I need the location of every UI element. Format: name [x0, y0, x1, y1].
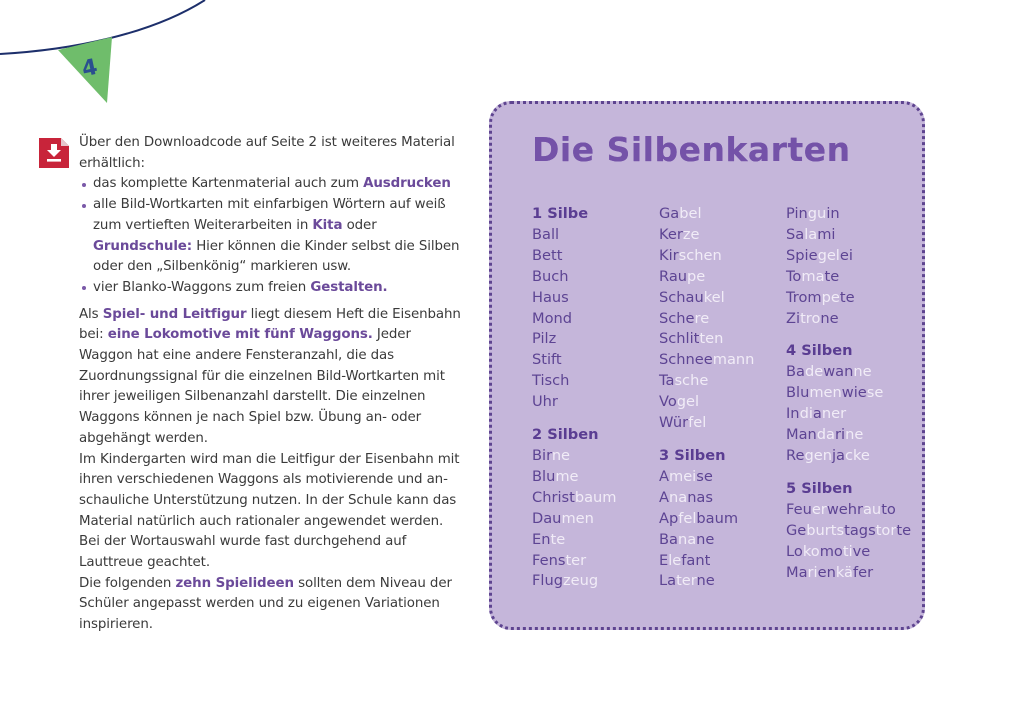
syllable-word	[659, 204, 754, 225]
syllable-word	[659, 309, 754, 330]
syllable: tro	[800, 309, 821, 327]
syllable: na	[677, 530, 697, 548]
text: Die folgenden	[79, 575, 176, 591]
silbenkarten-card	[489, 101, 925, 630]
syllable: mo	[819, 542, 843, 560]
syllable: Ga	[659, 205, 680, 222]
bullet-text: Hier können die Kinder selbst die Silben oder den „Silbenkönig“ markieren usw.	[93, 238, 460, 275]
syllable: Ba	[786, 363, 805, 381]
bullet-highlight: Ausdrucken	[363, 176, 451, 192]
syllable-word	[786, 563, 911, 584]
syllable: na	[668, 488, 688, 506]
syllable: ner	[821, 405, 847, 423]
syllable: de	[804, 363, 824, 381]
syllable-word	[532, 246, 617, 267]
syllable: kä	[835, 563, 853, 581]
syllable: le	[668, 551, 682, 569]
bullet-item	[93, 174, 464, 195]
syllable: mei	[668, 467, 697, 485]
syllable-word	[786, 309, 911, 330]
syllable: Blu	[786, 384, 810, 402]
syllable: A	[659, 488, 669, 506]
syllable-word	[659, 509, 754, 530]
syllable: pe	[821, 288, 840, 306]
syllable: mann	[712, 351, 755, 369]
syllable: ve	[852, 542, 871, 560]
syllable-word	[786, 362, 911, 383]
syllable: ze	[682, 225, 700, 243]
syllable-word	[532, 571, 617, 592]
syllable-word	[532, 446, 617, 467]
syllable: ne	[853, 363, 872, 381]
syllable: re	[694, 309, 710, 327]
syllable: Buch	[532, 267, 569, 285]
syllable: Sche	[659, 309, 695, 327]
syllable: Flug	[532, 572, 563, 590]
syllable-word	[786, 446, 911, 467]
syllable: bel	[679, 205, 702, 222]
syllable: Stift	[532, 351, 562, 369]
syllable: A	[659, 467, 669, 485]
syllable: Ge	[786, 521, 807, 539]
syllable: Man	[786, 426, 817, 444]
syllable-word	[532, 329, 617, 350]
syllable: la	[804, 225, 818, 243]
syllable: Ball	[532, 225, 560, 243]
syllable: er	[811, 500, 827, 518]
syllable-word	[532, 392, 617, 413]
syllable: Feu	[786, 500, 812, 518]
syllable: ei	[839, 246, 853, 264]
bullet-text: oder	[342, 217, 377, 233]
syllable: se	[866, 384, 884, 402]
syllable-word	[532, 371, 617, 392]
syllable: Christ	[532, 488, 575, 506]
syllable: ri	[807, 563, 818, 581]
text: Jeder Waggon hat eine andere Fensteranzahl, die das Zuordnungssignal für die einzelnen Bild-Wortkarten mit ihrer jeweiligen Silbenanzahl darstellt. Die einzelnen Waggons können je nach Spiel bzw. Übung an- oder abgehängt werden.	[79, 327, 445, 446]
syllable-word	[532, 467, 617, 488]
syllable: wehr	[826, 500, 863, 518]
syllable-word	[532, 309, 617, 330]
syllable: te	[550, 530, 566, 548]
syllable: En	[532, 530, 551, 548]
syllable: me	[555, 467, 579, 485]
syllable-word	[786, 383, 911, 404]
bullet-item	[93, 195, 464, 278]
syllable: gu	[807, 205, 827, 222]
syllable: ko	[802, 542, 820, 560]
bullet-item	[93, 278, 464, 299]
syllable: sche	[674, 372, 709, 390]
card-title: Die Silbenkarten	[532, 130, 851, 169]
highlight: eine Lokomotive mit fünf Waggons.	[107, 327, 373, 343]
syllable: tags	[844, 521, 876, 539]
group-spacer	[786, 467, 911, 479]
syllable: Rau	[659, 267, 688, 285]
syllable: Dau	[532, 509, 562, 527]
syllable-word	[532, 225, 617, 246]
syllable: Ta	[659, 372, 675, 390]
syllable: cke	[844, 446, 870, 464]
syllable-word	[786, 288, 911, 309]
syllable-word	[532, 267, 617, 288]
syllable-word	[786, 267, 911, 288]
syllable-group-heading: 4 Silben	[786, 342, 853, 360]
bullet-highlight: Kita	[312, 217, 343, 233]
intro-text-column	[79, 133, 464, 636]
syllable: fant	[681, 551, 711, 569]
syllable: Kir	[659, 246, 679, 264]
syllable: ter	[676, 572, 697, 590]
syllable: Sa	[786, 225, 805, 243]
syllable: ma	[801, 267, 825, 285]
syllable-word	[532, 350, 617, 371]
syllable: ti	[842, 542, 853, 560]
syllable: Bett	[532, 246, 563, 264]
syllable: ten	[699, 330, 724, 348]
syllable: Schau	[659, 288, 704, 306]
download-bullet-list	[79, 174, 464, 298]
syllable: Haus	[532, 288, 569, 306]
syllable: men	[809, 384, 842, 402]
syllable: kel	[703, 288, 725, 306]
syllable-word	[659, 288, 754, 309]
syllable: di	[799, 405, 813, 423]
syllable-word	[786, 204, 911, 225]
syllable-word	[786, 246, 911, 267]
syllable: ne	[696, 530, 715, 548]
syllable: Trom	[786, 288, 822, 306]
syllable: te	[839, 288, 855, 306]
syllable: mi	[817, 225, 836, 243]
bunting-garland	[0, 0, 260, 120]
syllable: au	[862, 500, 882, 518]
syllable: ne	[696, 572, 715, 590]
syllable-group-heading: 3 Silben	[659, 446, 726, 464]
syllable-group-heading: 5 Silben	[786, 479, 853, 497]
syllable-word	[659, 225, 754, 246]
syllable: en	[817, 563, 836, 581]
syllable: La	[659, 572, 677, 590]
syllable: Spie	[786, 246, 818, 264]
syllable: Tisch	[532, 372, 570, 390]
syllable: In	[786, 405, 800, 423]
paragraph-spielideen	[79, 574, 464, 636]
syllable: baum	[574, 488, 617, 506]
syllable: Ap	[659, 509, 679, 527]
syllable: pe	[687, 267, 706, 285]
syllable-word	[659, 467, 754, 488]
syllable: se	[696, 467, 713, 485]
syllable: To	[786, 267, 802, 285]
syllable: gen	[804, 446, 832, 464]
syllable-word	[659, 530, 754, 551]
syllable-word	[659, 392, 754, 413]
bullet-text: vier Blanko-Waggons zum freien	[93, 279, 311, 295]
syllable: to	[881, 500, 896, 518]
page-number: 4	[79, 54, 100, 83]
syllable: Re	[786, 446, 805, 464]
syllable: burts	[806, 521, 845, 539]
syllable: Fens	[532, 551, 566, 569]
syllable-group-heading: 1 Silbe	[532, 205, 589, 222]
syllable: Uhr	[532, 393, 558, 411]
syllable: wan	[823, 363, 854, 381]
syllable: Wür	[659, 414, 689, 432]
syllable: schen	[678, 246, 722, 264]
syllable: fel	[678, 509, 697, 527]
syllable: ri	[835, 426, 846, 444]
syllable: ne	[820, 309, 839, 327]
word-column-1	[532, 204, 617, 592]
syllable: ne	[845, 426, 864, 444]
syllable: E	[659, 551, 669, 569]
syllable: Pilz	[532, 330, 557, 348]
syllable: Zi	[786, 309, 801, 327]
syllable-word	[659, 551, 754, 572]
syllable: Blu	[532, 467, 556, 485]
bullet-text: das komplette Kartenmaterial auch zum	[93, 176, 364, 192]
group-spacer	[659, 434, 754, 446]
syllable: fer	[852, 563, 874, 581]
syllable: da	[816, 426, 836, 444]
word-column-2	[659, 204, 754, 592]
bullet-highlight: Grundschule:	[93, 238, 193, 254]
syllable: Bir	[532, 446, 552, 464]
syllable: in	[826, 205, 840, 222]
group-spacer	[786, 329, 911, 341]
syllable-word	[659, 350, 754, 371]
syllable-group-heading: 2 Silben	[532, 426, 599, 444]
syllable: zeug	[562, 572, 599, 590]
text: sollten dem Niveau der Schüler angepasst werden und zu eigenen Variationen inspirieren.	[79, 575, 452, 633]
bullet-highlight: Gestalten.	[310, 279, 388, 295]
syllable-word	[532, 551, 617, 572]
download-file-icon	[37, 136, 71, 170]
syllable-word	[659, 371, 754, 392]
syllable: Vo	[659, 393, 677, 411]
syllable: tor	[875, 521, 897, 539]
bullet-text: alle Bild-Wortkarten mit einfarbigen Wörtern auf weiß zum vertieften Weiterarbeiten in	[93, 197, 446, 233]
syllable: Lo	[786, 542, 803, 560]
syllable-word	[786, 542, 911, 563]
paragraph-kindergarten: Im Kindergarten wird man die Leitfigur der Eisenbahn mit ihren verschiedenen Waggons als motivierende und an-schauliche Unterstützung nutzen. In der Schule kann das Material natürlich auch rationaler angewendet werden.	[79, 451, 460, 529]
syllable: men	[561, 509, 594, 527]
syllable: te	[896, 521, 912, 539]
syllable: gel	[817, 246, 840, 264]
word-column-3	[786, 204, 911, 583]
syllable: a	[812, 405, 822, 423]
syllable-word	[659, 413, 754, 434]
syllable-word	[532, 288, 617, 309]
syllable: gel	[676, 393, 700, 411]
syllable: baum	[696, 509, 739, 527]
syllable-word	[786, 404, 911, 425]
syllable-word	[532, 530, 617, 551]
syllable: Mond	[532, 309, 573, 327]
syllable: Ker	[659, 225, 683, 243]
syllable-word	[532, 509, 617, 530]
syllable-word	[786, 500, 911, 521]
syllable-word	[659, 246, 754, 267]
syllable: Ba	[659, 530, 678, 548]
syllable-word	[786, 425, 911, 446]
group-spacer	[532, 413, 617, 425]
syllable-word	[659, 571, 754, 592]
text: Als	[79, 306, 103, 322]
download-intro: Über den Downloadcode auf Seite 2 ist weiteres Material erhältlich:	[79, 135, 455, 171]
syllable: ja	[831, 446, 845, 464]
syllable-word	[786, 521, 911, 542]
syllable: te	[824, 267, 840, 285]
syllable-word	[786, 225, 911, 246]
paragraph-wortauswahl: Bei der Wortauswahl wurde fast durchgehend auf Lauttreue geachtet.	[79, 534, 407, 571]
syllable-word	[659, 267, 754, 288]
syllable-word	[659, 329, 754, 350]
highlight: zehn Spielideen	[175, 575, 294, 591]
syllable: fel	[688, 414, 707, 432]
syllable: wie	[841, 384, 867, 402]
syllable-word	[532, 488, 617, 509]
syllable: ter	[565, 551, 587, 569]
syllable: Schlit	[659, 330, 700, 348]
highlight: Spiel- und Leitfigur	[102, 306, 247, 322]
syllable: Pin	[786, 205, 808, 222]
syllable: ne	[551, 446, 571, 464]
syllable-word	[659, 488, 754, 509]
text: liegt diesem Heft die Eisenbahn bei:	[79, 306, 461, 343]
paragraph-train	[79, 305, 464, 450]
syllable: Schnee	[659, 351, 713, 369]
syllable: Ma	[786, 563, 808, 581]
syllable: nas	[687, 488, 713, 506]
